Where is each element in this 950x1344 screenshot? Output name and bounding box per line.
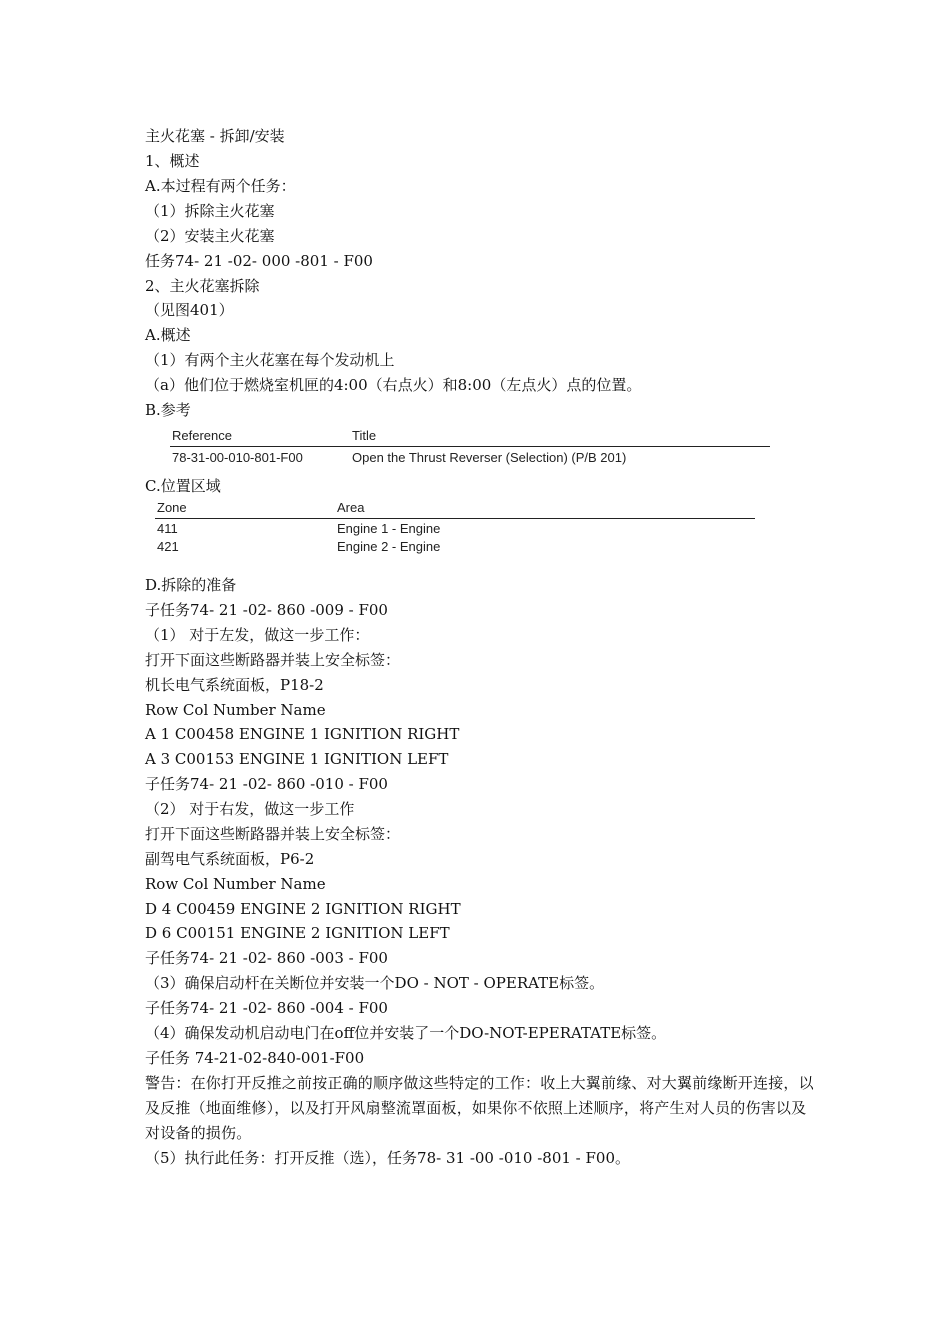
paragraph: A.本过程有两个任务： — [145, 177, 296, 195]
paragraph: 打开下面这些断路器并装上安全标签： — [145, 825, 401, 843]
list-item: （1）有两个主火花塞在每个发动机上 — [145, 351, 395, 369]
breaker-row: A 3 C00153 ENGINE 1 IGNITION LEFT — [145, 750, 449, 768]
breaker-header: Row Col Number Name — [145, 875, 326, 893]
paragraph: D.拆除的准备 — [145, 576, 237, 594]
table-header: Title — [352, 428, 377, 443]
table-cell: Engine 1 - Engine — [337, 521, 441, 536]
paragraph: 机长电气系统面板，P18-2 — [145, 676, 324, 694]
list-item: （a）他们位于燃烧室机匣的4:00（右点火）和8:00（左点火）点的位置。 — [145, 376, 642, 394]
table-rule — [155, 518, 755, 519]
list-item: （2） 对于右发，做这一步工作 — [145, 800, 355, 818]
document-title: 主火花塞 - 拆卸/安装 — [145, 127, 285, 145]
subtask-number: 子任务74- 21 -02- 860 -004 - F00 — [145, 999, 388, 1017]
table-cell: Engine 2 - Engine — [337, 539, 441, 554]
table-cell: 421 — [157, 539, 179, 554]
table-cell: 411 — [157, 521, 178, 536]
table-header: Area — [337, 500, 365, 515]
subtask-number: 子任务 74-21-02-840-001-F00 — [145, 1049, 365, 1067]
section-heading: 1、概述 — [145, 152, 200, 170]
table-cell: 78-31-00-010-801-F00 — [172, 450, 303, 465]
paragraph: C.位置区域 — [145, 477, 221, 495]
paragraph: B.参考 — [145, 401, 191, 419]
breaker-row: D 6 C00151 ENGINE 2 IGNITION LEFT — [145, 924, 450, 942]
list-item: （5）执行此任务：打开反推（选），任务78- 31 -00 -010 -801 - F00。 — [145, 1149, 631, 1167]
figure-reference: （见图401） — [145, 301, 234, 319]
list-item: （4）确保发动机启动电门在off位并安装了一个DO-NOT-EPERATATE标签。 — [145, 1024, 667, 1042]
table-header: Reference — [172, 428, 232, 443]
list-item: （2）安装主火花塞 — [145, 227, 275, 245]
breaker-header: Row Col Number Name — [145, 701, 326, 719]
paragraph: 副驾电气系统面板，P6-2 — [145, 850, 315, 868]
section-heading: 2、主火花塞拆除 — [145, 277, 260, 295]
list-item: （1）拆除主火花塞 — [145, 202, 275, 220]
subtask-number: 子任务74- 21 -02- 860 -003 - F00 — [145, 949, 388, 967]
paragraph: A.概述 — [145, 326, 191, 344]
warning-paragraph: 警告：在你打开反推之前按正确的顺序做这些特定的工作：收上大翼前缘、对大翼前缘断开连接，以及反推（地面维修），以及打开风扇整流罩面板，如果你不依照上述顺序，将产生对人员的伤害以及对设备的损伤。 — [145, 1074, 814, 1142]
paragraph: 打开下面这些断路器并装上安全标签： — [145, 651, 401, 669]
breaker-row: D 4 C00459 ENGINE 2 IGNITION RIGHT — [145, 900, 461, 918]
table-rule — [170, 446, 770, 447]
table-header: Zone — [157, 500, 187, 515]
list-item: （1） 对于左发，做这一步工作： — [145, 626, 370, 644]
table-cell: Open the Thrust Reverser (Selection) (P/B 201) — [352, 450, 627, 465]
subtask-number: 子任务74- 21 -02- 860 -010 - F00 — [145, 775, 388, 793]
list-item: （3）确保启动杆在关断位并安装一个DO - NOT - OPERATE标签。 — [145, 974, 605, 992]
breaker-row: A 1 C00458 ENGINE 1 IGNITION RIGHT — [145, 725, 460, 743]
task-number: 任务74- 21 -02- 000 -801 - F00 — [145, 252, 373, 270]
subtask-number: 子任务74- 21 -02- 860 -009 - F00 — [145, 601, 388, 619]
